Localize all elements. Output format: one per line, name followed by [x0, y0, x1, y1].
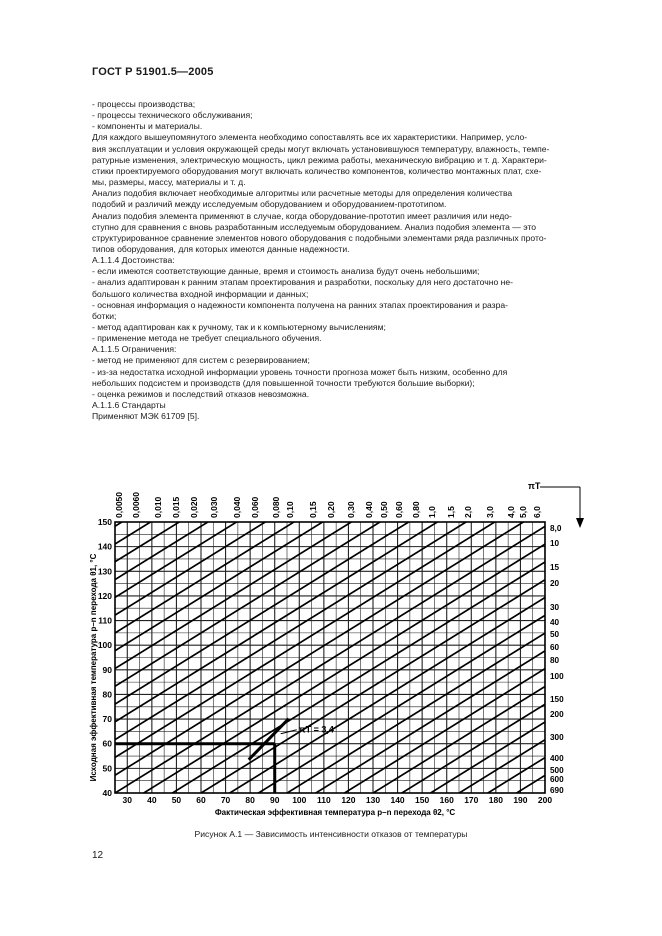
pi-t-line — [95, 923, 565, 936]
pi-t-line — [95, 318, 565, 609]
pi-t-top-value: 0,40 — [364, 501, 374, 518]
text-line: - метод адаптирован как к ручному, так и к компьютерному вычислениям; — [92, 322, 386, 332]
pi-t-right-value: 300 — [550, 733, 564, 742]
x-tick-label: 40 — [147, 795, 157, 805]
pi-t-right-value: 150 — [550, 695, 564, 704]
text-line: - основная информация о надежности компонента получена на ранних этапах проектирования и разра- — [92, 299, 509, 310]
pi-t-right-value: 40 — [550, 618, 560, 627]
figure-caption: Рисунок А.1 — Зависимость интенсивности отказов от температуры — [194, 829, 468, 839]
text-line: - процессы производства; — [92, 99, 196, 109]
pi-t-line — [95, 354, 565, 645]
y-tick-label: 100 — [97, 640, 112, 651]
pi-t-top-value: 0,10 — [285, 501, 295, 518]
x-tick-label: 120 — [341, 795, 356, 805]
pi-t-line — [95, 799, 565, 936]
pi-t-right-value: 80 — [550, 656, 560, 665]
x-tick-label: 190 — [513, 795, 528, 805]
pi-t-line — [95, 603, 565, 894]
text-line: ступно для сравнения с вновь разработанным исследуемым оборудованием. Анализ подобия элемента — это — [92, 221, 537, 232]
y-tick-label: 50 — [102, 763, 112, 774]
pi-t-top-value: 0,0050 — [114, 492, 124, 518]
text-line: A.1.1.4 Достоинства: — [92, 255, 175, 266]
text-line: - оценка режимов и последствий отказов невозможна. — [92, 388, 310, 399]
example-leader — [281, 730, 297, 734]
pi-t-top-value: 0,15 — [308, 501, 318, 518]
x-tick-label: 170 — [464, 795, 479, 805]
pi-t-top-value: 0,30 — [346, 501, 356, 518]
pi-t-top-value: 1,0 — [427, 506, 437, 518]
pi-t-top-value: 0,030 — [209, 496, 219, 518]
x-tick-label: 150 — [415, 795, 430, 805]
y-tick-label: 110 — [98, 615, 112, 626]
pi-t-line — [95, 532, 565, 823]
text-line: A.1.1.6 Стандарты — [92, 400, 166, 411]
x-tick-label: 200 — [537, 795, 553, 805]
x-tick-label: 30 — [122, 795, 133, 805]
pi-t-right-value: 8,0 — [550, 524, 562, 533]
pi-t-arrow-head — [576, 518, 584, 528]
pi-t-line — [95, 852, 565, 936]
text-line: Анализ подобия элемента применяют в случае, когда оборудование-прототип имеет различия или недо- — [92, 210, 512, 221]
pi-t-right-value: 20 — [550, 579, 560, 588]
text-line: Применяют МЭК 61709 [5]. — [92, 411, 200, 422]
text-line: небольших подсистем и производств (для повышенной точности требуются большие выборки); — [92, 377, 475, 388]
pi-t-top-value: 0,50 — [379, 501, 389, 518]
text-line: - анализ адаптирован к ранним этапам проектирования и разработки, поскольку для него достаточно не- — [92, 277, 513, 288]
pi-t-top-value: 5,0 — [518, 506, 528, 518]
y-tick-label: 120 — [97, 590, 112, 601]
pi-t-top-value: 0,0060 — [131, 492, 141, 518]
pi-t-line — [95, 283, 565, 577]
pi-t-top-value: 0,080 — [271, 496, 281, 518]
text-line: - процессы технического обслуживания; — [92, 110, 253, 121]
y-tick-label: 80 — [102, 689, 112, 700]
page-number: 12 — [92, 850, 104, 861]
text-line: ратурные изменения, электрическую мощность, цикл режима работы, механическую вибрацию и т. д. Характери- — [92, 154, 547, 165]
text-line: Анализ подобия включает необходимые алгоритмы или расчетные методы для определения количества — [92, 188, 513, 199]
pi-t-top-value: 0,040 — [232, 496, 242, 518]
x-tick-label: 130 — [365, 795, 381, 805]
pi-t-right-value: 15 — [550, 563, 560, 572]
pi-t-right-value: 500 — [550, 766, 564, 775]
pi-t-line — [95, 621, 565, 912]
x-tick-label: 160 — [439, 795, 454, 805]
pi-t-top-value: 3,0 — [485, 506, 495, 518]
text-line: типов оборудования, для которых имеются данные надежности. — [92, 243, 350, 254]
x-tick-label: 60 — [196, 795, 206, 805]
x-axis-label: Фактическая эффективная температура p–n перехода θ2, °С — [214, 808, 456, 817]
text-line: Для каждого вышеупомянутого элемента необходимо сопоставлять все их характеристики. Например, усло- — [92, 132, 528, 143]
pi-t-top-value: 0,060 — [250, 496, 260, 518]
y-tick-label: 130 — [97, 566, 112, 577]
text-line: мы, размеры, массу, материалы и т. д. — [92, 177, 246, 188]
pi-t-line — [95, 514, 565, 805]
pi-t-line — [95, 407, 565, 698]
x-tick-label: 100 — [292, 795, 307, 805]
pi-t-right-value: 400 — [550, 754, 564, 763]
pi-t-line — [95, 905, 565, 936]
pi-t-axis-label: πT — [528, 481, 541, 491]
pi-t-top-value: 4,0 — [506, 506, 516, 518]
text-line: вия эксплуатации и условия окружающей среды могут включать установившуюся температуру, влажность, темпе- — [92, 143, 550, 154]
text-line: ботки; — [92, 310, 117, 321]
pi-t-line — [95, 443, 565, 734]
pi-t-right-value: 100 — [550, 672, 564, 681]
text-line: - метод не применяют для систем с резервированием; — [92, 355, 310, 366]
pi-t-line — [95, 745, 565, 936]
text-line: подобий и различий между исследуемым оборудованием и оборудованием-прототипом. — [92, 199, 447, 210]
pi-t-line — [95, 229, 565, 520]
pi-t-right-value: 50 — [550, 630, 560, 639]
pi-t-line — [95, 870, 565, 936]
text-line: - из-за недостатка исходной информации уровень точности прогноза может быть низким, особенно для — [92, 366, 508, 377]
pi-t-top-value: 0,60 — [394, 501, 404, 518]
y-tick-label: 60 — [102, 738, 112, 749]
text-line: A.1.1.5 Ограничения: — [92, 344, 177, 355]
text-line: стики проектируемого оборудования могут включать количество компонентов, количество монтажных плат, схе- — [92, 165, 542, 176]
x-tick-label: 50 — [171, 795, 182, 805]
y-tick-label: 70 — [102, 714, 112, 725]
pi-t-right-value: 690 — [550, 786, 564, 795]
pi-t-right-value: 200 — [550, 710, 564, 719]
text-line: - если имеются соответствующие данные, время и стоимость анализа будут очень небольшими; — [92, 266, 480, 277]
text-line: структурированное сравнение элементов нового оборудования с подобными элементами ряда различных прото- — [92, 232, 547, 243]
y-tick-label: 150 — [97, 517, 112, 527]
x-tick-label: 90 — [269, 795, 280, 805]
document-code: ГОСТ Р 51901.5—2005 — [92, 66, 214, 78]
text-line: - применение метода не требует специального обучения. — [92, 333, 322, 344]
text-line: большого количества входной информации и данных; — [92, 288, 309, 299]
x-tick-label: 70 — [220, 795, 231, 805]
pi-t-right-value: 10 — [550, 539, 560, 548]
text-line: - компоненты и материалы. — [92, 121, 203, 132]
x-tick-label: 110 — [316, 795, 331, 805]
pi-t-right-value: 30 — [550, 603, 560, 612]
pi-t-top-value: 0,80 — [411, 501, 421, 518]
pi-t-top-value: 1,5 — [446, 506, 456, 518]
x-tick-label: 140 — [390, 795, 405, 805]
pi-t-top-value: 0,020 — [189, 496, 199, 518]
pi-t-right-value: 600 — [550, 775, 564, 784]
pi-t-top-value: 6,0 — [532, 506, 542, 518]
pi-t-line — [95, 887, 565, 936]
pi-t-line — [95, 301, 565, 592]
y-tick-label: 40 — [102, 788, 112, 798]
x-tick-label: 180 — [488, 795, 503, 805]
y-tick-label: 140 — [97, 541, 112, 552]
pi-t-line — [95, 247, 565, 538]
pi-t-right-value: 60 — [550, 643, 560, 652]
pi-t-line — [95, 834, 565, 936]
x-tick-label: 80 — [245, 795, 255, 805]
y-tick-label: 90 — [102, 664, 112, 675]
example-label: πT = 3,4 — [298, 724, 334, 735]
pi-t-top-value: 0,015 — [171, 496, 181, 518]
pi-t-line — [95, 390, 565, 681]
pi-t-top-value: 2,0 — [463, 506, 473, 518]
pi-t-top-value: 0,010 — [153, 496, 163, 518]
pi-t-top-value: 0,20 — [326, 501, 336, 518]
y-axis-label: Исходная эффективная температура p–n перехода θ1, °С — [89, 553, 98, 782]
